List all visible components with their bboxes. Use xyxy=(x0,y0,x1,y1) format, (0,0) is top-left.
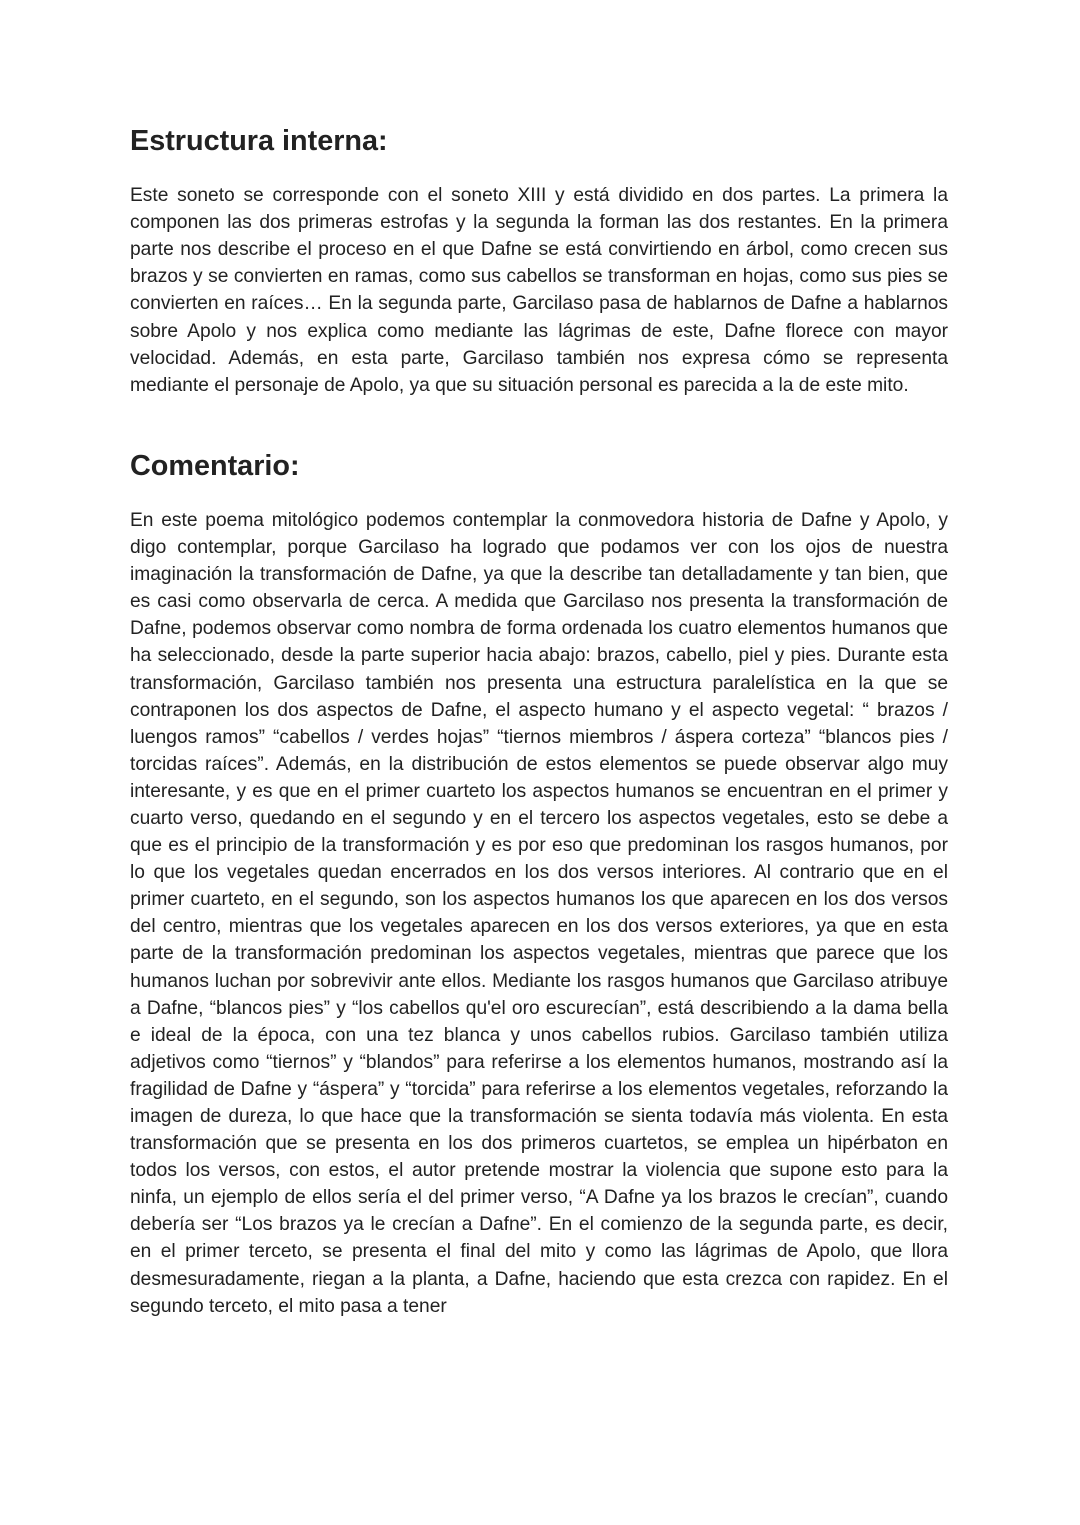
section-heading-estructura: Estructura interna: xyxy=(130,125,388,157)
spacer xyxy=(130,399,948,453)
section-heading-comentario: Comentario: xyxy=(130,449,300,482)
spacer xyxy=(130,480,948,507)
paragraph-estructura: Este soneto se corresponde con el soneto XIII y está dividido en dos partes. La primera la componen las dos primeras estrofas y la segunda la forman las dos restantes. En la primera parte nos describe el proceso en el que Dafne se está convirtiendo en árbol, como crecen sus brazos y se convierten en ramas, como sus cabellos se transforman en hojas, como sus pies se convierten en raíces… En la segunda parte, Garcilaso pasa de hablarnos de Dafne a hablarnos sobre Apolo y nos explica como mediante las lágrimas de este, Dafne florece con mayor velocidad. Además, en esta parte, Garcilaso también nos expresa cómo se representa mediante el personaje de Apolo, ya que su situación personal es parecida a la de este mito. xyxy=(130,185,948,396)
spacer xyxy=(130,155,948,182)
document-body xyxy=(130,125,948,1320)
paragraph-comentario: En este poema mitológico podemos contemplar la conmovedora historia de Dafne y Apolo, y digo contemplar, porque Garcilaso ha logrado que podamos ver con los ojos de nuestra imaginación la transformación de Dafne, ya que la describe tan detalladamente y tan bien, que es casi como observarla de cerca. A medida que Garcilaso nos presenta la transformación de Dafne, podemos observar como nombra de forma ordenada los cuatro elementos humanos que ha seleccionado, desde la parte superior hacia abajo: brazos, cabello, piel y pies. Durante esta transformación, Garcilaso también nos presenta una estructura paralelística en la que se contraponen los dos aspectos de Dafne, el aspecto humano y el aspecto vegetal: “ brazos / luengos ramos” “cabellos / verdes hojas” “tiernos miembros / áspera corteza” “blancos pies / torcidas raíces”. Además, en la distribución de estos elementos se puede observar algo muy interesante, y es que en el primer cuarteto los aspectos humanos se encuentran en el primer y cuarto verso, quedando en el segundo y en el tercero los aspectos vegetales, esto se debe a que es el principio de la transformación y es por eso que predominan los rasgos humanos, por lo que los vegetales quedan encerrados en los dos versos interiores. Al contrario que en el primer cuarteto, en el segundo, son los aspectos humanos los que aparecen en los dos versos del centro, mientras que los vegetales aparecen en los dos versos exteriores, ya que en esta parte de la transformación predominan los aspectos vegetales, mientras que parece que los humanos luchan por sobrevivir ante ellos. Mediante los rasgos humanos que Garcilaso atribuye a Dafne, “blancos pies” y “los cabellos qu'el oro escurecían”, está describiendo a la dama bella e ideal de la época, con una tez blanca y unos cabellos rubios. Garcilaso también utiliza adjetivos como “tiernos” y “blandos” para referirse a los elementos humanos, mostrando así la fragilidad de Dafne y “áspera” y “torcida” para referirse a los elementos vegetales, reforzando la imagen de dureza, lo que hace que la transformación se sienta todavía más violenta. En esta transformación que se presenta en los dos primeros cuartetos, se emplea un hipérbaton en todos los versos, con estos, el autor pretende mostrar la violencia que supone esto para la ninfa, un ejemplo de ellos sería el del primer verso, “A Dafne ya los brazos le crecían”, cuando debería ser “Los brazos ya le crecían a Dafne”. En el comienzo de la segunda parte, es decir, en el primer terceto, se presenta el final del mito y como las lágrimas de Apolo, que llora desmesuradamente, riegan a la planta, a Dafne, haciendo que esta crezca con rapidez. En el segundo terceto, el mito pasa a tener xyxy=(130,509,948,1317)
